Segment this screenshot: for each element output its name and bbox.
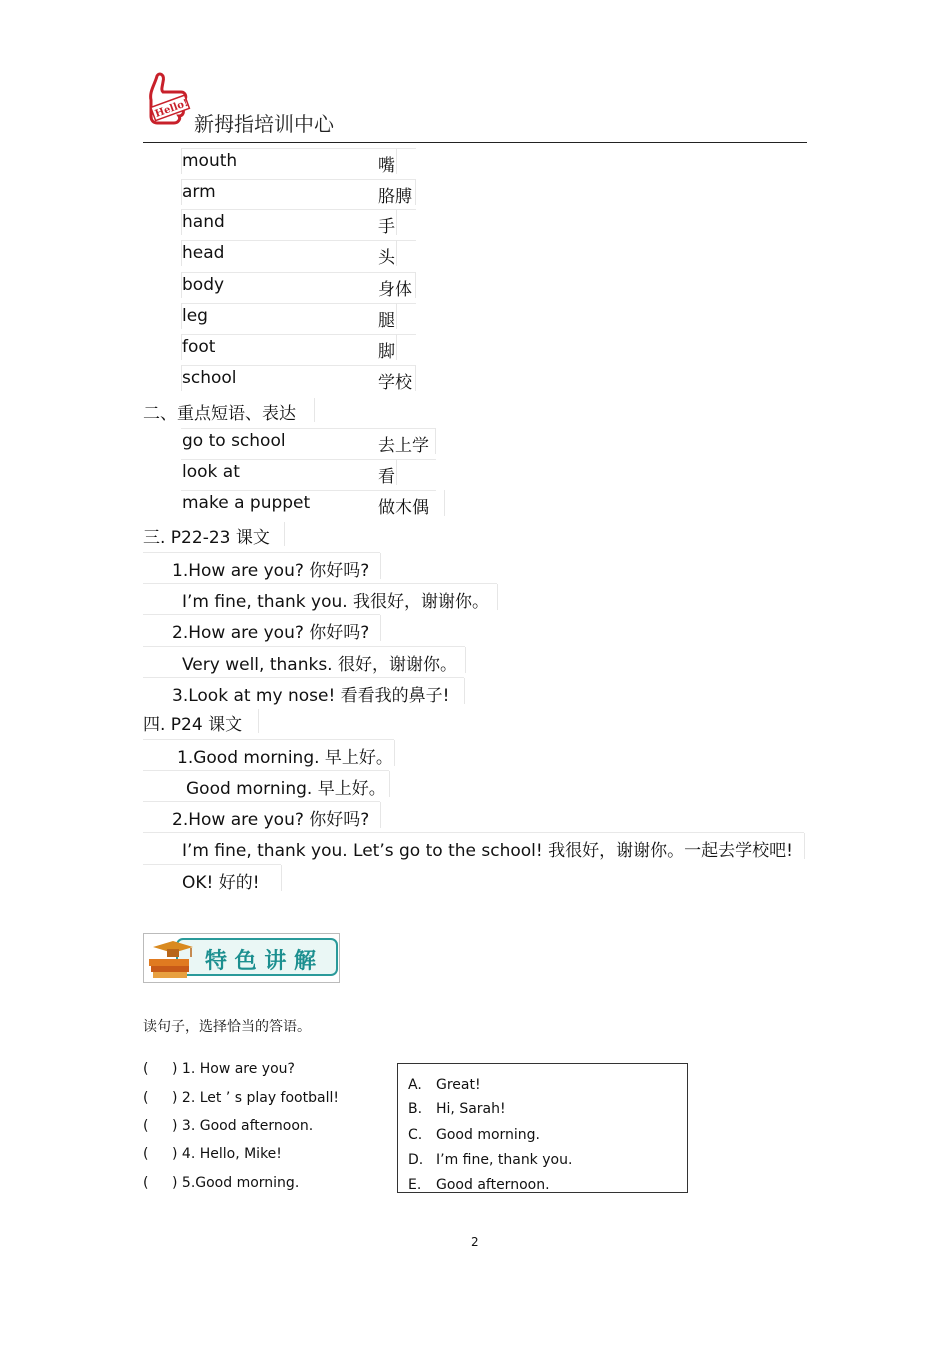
lesson-sentence: 2.How are you? 你好吗? <box>172 623 370 643</box>
vocab-chinese: 手 <box>378 217 395 237</box>
question-text: ) 3. Good afternoon. <box>172 1118 314 1134</box>
lesson-sentence: 1.How are you? 你好吗? <box>172 561 370 581</box>
vocab-english: head <box>182 243 225 263</box>
phrase-chinese: 做木偶 <box>378 498 429 518</box>
answer-blank[interactable]: ( <box>143 1061 149 1077</box>
vocab-chinese: 头 <box>378 248 395 268</box>
feature-banner <box>143 933 340 983</box>
lesson-sentence: OK! 好的! <box>182 873 260 893</box>
option-text: I’m fine, thank you. <box>436 1152 573 1168</box>
vocab-chinese: 腿 <box>378 311 395 331</box>
question-text: ) 2. Let ’ s play football! <box>172 1090 339 1106</box>
lesson-sentence: Good morning. 早上好。 <box>186 779 386 799</box>
section-3-title: 三. P22-23 课文 <box>143 528 270 548</box>
page-number: 2 <box>471 1235 479 1249</box>
thumbs-up-hello-logo <box>143 70 193 128</box>
org-name: 新拇指培训中心 <box>194 112 334 136</box>
answer-blank[interactable]: ( <box>143 1175 149 1191</box>
vocab-english: arm <box>182 182 216 202</box>
option-letter: B. <box>408 1101 423 1117</box>
books-graduation-cap-icon <box>149 941 193 978</box>
option-text: Hi, Sarah! <box>436 1101 506 1117</box>
answer-blank[interactable]: ( <box>143 1090 149 1106</box>
phrase-english: look at <box>182 462 240 482</box>
option-text: Great! <box>436 1077 481 1093</box>
vocab-chinese: 身体 <box>378 280 412 300</box>
vocab-chinese: 胳膊 <box>378 187 412 207</box>
option-letter: A. <box>408 1077 422 1093</box>
answer-blank[interactable]: ( <box>143 1146 149 1162</box>
section-4-title: 四. P24 课文 <box>143 715 243 735</box>
option-letter: E. <box>408 1177 422 1193</box>
option-text: Good afternoon. <box>436 1177 550 1193</box>
vocab-english: school <box>182 368 237 388</box>
phrase-english: go to school <box>182 431 286 451</box>
exercise-instruction: 读句子，选择恰当的答语。 <box>143 1019 311 1035</box>
answer-blank[interactable]: ( <box>143 1118 149 1134</box>
vocab-chinese: 学校 <box>378 373 412 393</box>
lesson-sentence: I’m fine, thank you. Let’s go to the school! 我很好，谢谢你。一起去学校吧! <box>182 841 793 861</box>
vocab-chinese: 脚 <box>378 342 395 362</box>
phrase-chinese: 看 <box>378 467 395 487</box>
logo-text: Hello! <box>153 97 190 120</box>
banner-text: 特 色 讲 解 <box>205 949 316 974</box>
vocab-english: hand <box>182 212 225 232</box>
question-text: ) 4. Hello, Mike! <box>172 1146 282 1162</box>
phrase-english: make a puppet <box>182 493 311 513</box>
option-text: Good morning. <box>436 1127 541 1143</box>
lesson-sentence: Very well, thanks. 很好，谢谢你。 <box>182 655 457 675</box>
option-letter: C. <box>408 1127 423 1143</box>
phrase-chinese: 去上学 <box>378 436 429 456</box>
vocab-english: body <box>182 275 225 295</box>
vocab-english: leg <box>182 306 208 326</box>
question-text: ) 5.Good morning. <box>172 1175 300 1191</box>
section-2-title: 二、重点短语、表达 <box>143 404 296 424</box>
question-text: ) 1. How are you? <box>172 1061 295 1077</box>
header-divider <box>143 142 807 143</box>
lesson-sentence: 3.Look at my nose! 看看我的鼻子! <box>172 686 450 706</box>
option-letter: D. <box>408 1152 424 1168</box>
lesson-sentence: I’m fine, thank you. 我很好，谢谢你。 <box>182 592 490 612</box>
lesson-sentence: 1.Good morning. 早上好。 <box>177 748 393 768</box>
vocab-english: foot <box>182 337 216 357</box>
vocab-chinese: 嘴 <box>378 156 395 176</box>
vocab-english: mouth <box>182 151 238 171</box>
lesson-sentence: 2.How are you? 你好吗? <box>172 810 370 830</box>
